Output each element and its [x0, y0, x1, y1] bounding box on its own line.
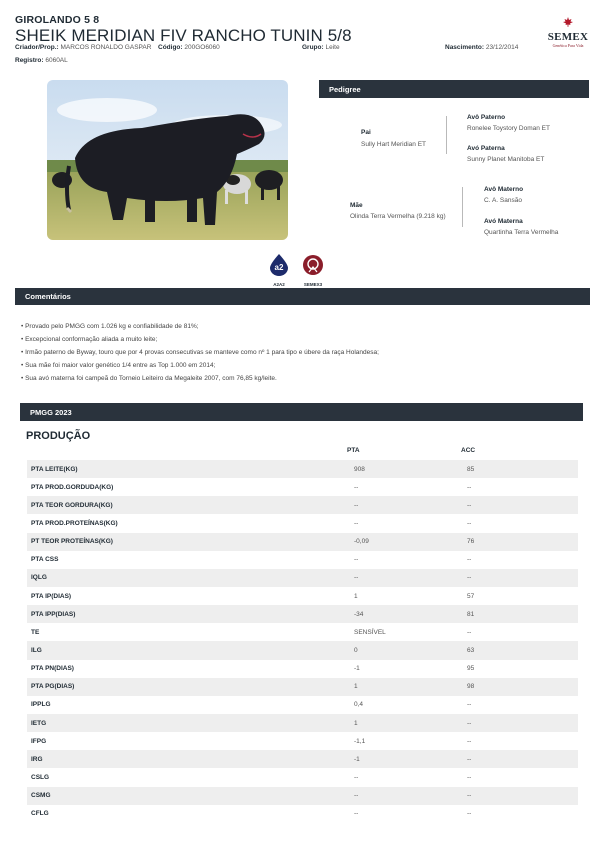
- pedigree-title: Pedigree: [329, 84, 361, 94]
- table-row: [27, 660, 578, 678]
- row-acc: 81: [467, 610, 475, 618]
- comment-item: • Sua avó materna foi campeã do Torneio Leiteiro da Megaleite 2007, com 76,85 kg/leite.: [21, 372, 581, 385]
- a2-label: A2A2: [273, 282, 285, 287]
- sire-label: Pai: [361, 129, 371, 136]
- comment-item: • Irmão paterno de Byway, touro que por 4 provas consecutivas se manteve como nº 1 para tipo e úbere da raça Holandesa;: [21, 346, 581, 359]
- row-acc: --: [467, 810, 472, 818]
- table-row: [27, 460, 578, 478]
- semex3-label: SEMEX3: [303, 282, 323, 287]
- row-acc: --: [467, 792, 472, 800]
- row-pta: --: [354, 483, 359, 491]
- row-pta: -34: [354, 610, 364, 618]
- row-acc: 57: [467, 592, 475, 600]
- row-pta: 1: [354, 683, 358, 691]
- comments-title: Comentários: [25, 292, 71, 301]
- table-row: [27, 714, 578, 732]
- table-row: [27, 533, 578, 551]
- row-acc: --: [467, 628, 472, 636]
- table-row: [27, 514, 578, 532]
- registry-field: [15, 57, 68, 64]
- table-row: [27, 750, 578, 768]
- table-row: [27, 478, 578, 496]
- table-row: [27, 768, 578, 786]
- row-label: PTA PROD.PROTEÍNAS(KG): [31, 519, 118, 527]
- row-label: PTA IP(DIAS): [31, 592, 72, 600]
- creator-value: MARCOS RONALDO GASPAR: [60, 44, 152, 51]
- row-pta: --: [354, 501, 359, 509]
- table-row: [27, 605, 578, 623]
- creator-field: [15, 44, 151, 51]
- row-label: PT TEOR PROTEÍNAS(KG): [31, 538, 113, 546]
- row-acc: 76: [467, 538, 475, 546]
- row-pta: -1: [354, 755, 360, 763]
- row-label: PTA PROD.GORDUDA(KG): [31, 483, 114, 491]
- pedigree-connector: [446, 116, 447, 154]
- row-label: PTA IPP(DIAS): [31, 610, 76, 618]
- row-pta: --: [354, 773, 359, 781]
- table-row: [27, 678, 578, 696]
- row-pta: 0,4: [354, 701, 364, 709]
- table-row: [27, 587, 578, 605]
- pat-grandsire-value: Ronelee Toystory Doman ET: [467, 125, 550, 132]
- row-acc: --: [467, 701, 472, 709]
- a2-badge: [268, 254, 290, 287]
- comment-item: • Sua mãe foi maior valor genético 1/4 entre as Top 1.000 em 2014;: [21, 359, 581, 372]
- table-row: [27, 805, 578, 823]
- group-value: Leite: [325, 44, 340, 51]
- pedigree-connector: [462, 187, 463, 227]
- row-acc: --: [467, 773, 472, 781]
- table-row: [27, 623, 578, 641]
- table-row: [27, 569, 578, 587]
- pedigree-bar: [319, 80, 589, 98]
- production-table: [27, 460, 578, 823]
- row-pta: -1,1: [354, 737, 366, 745]
- table-row: [27, 732, 578, 750]
- row-pta: --: [354, 519, 359, 527]
- row-label: PTA PN(DIAS): [31, 665, 74, 673]
- dam-label: Mãe: [350, 202, 363, 209]
- row-pta: SENSÍVEL: [354, 628, 386, 636]
- production-title: PRODUÇÃO: [26, 430, 91, 442]
- row-pta: --: [354, 574, 359, 582]
- code-value: 200GO6060: [184, 44, 220, 51]
- pmgg-bar: [20, 403, 583, 421]
- code-label: Código:: [158, 44, 183, 51]
- row-label: IQLG: [31, 574, 47, 582]
- row-label: ILG: [31, 646, 42, 654]
- header: [15, 14, 590, 45]
- row-pta: 1: [354, 719, 358, 727]
- comments-list: [21, 320, 581, 385]
- row-acc: --: [467, 556, 472, 564]
- mat-grandsire-label: Avô Materno: [484, 186, 524, 193]
- logo-tagline: Genética Para Vida: [552, 43, 584, 48]
- semex3-badge: [302, 254, 324, 287]
- bull-name: SHEIK MERIDIAN FIV RANCHO TUNIN 5/8: [15, 26, 352, 45]
- col-header-acc: ACC: [461, 447, 476, 454]
- row-label: TE: [31, 628, 40, 636]
- row-acc: 98: [467, 683, 475, 691]
- row-label: PTA LEITE(KG): [31, 465, 78, 473]
- row-acc: --: [467, 755, 472, 763]
- pat-granddam-label: Avó Paterna: [467, 145, 505, 152]
- pmgg-title: PMGG 2023: [30, 407, 72, 417]
- birth-field: [445, 44, 518, 51]
- row-acc: 63: [467, 646, 475, 654]
- code-field: [158, 44, 220, 51]
- row-acc: --: [467, 483, 472, 491]
- breed-title: GIROLANDO 5 8: [15, 14, 100, 26]
- row-acc: --: [467, 519, 472, 527]
- table-row: [27, 787, 578, 805]
- row-label: PTA CSS: [31, 556, 59, 564]
- semex3-seal-icon: [302, 254, 324, 276]
- row-acc: 85: [467, 465, 475, 473]
- badge-group: [268, 254, 328, 287]
- registry-label: Registro:: [15, 57, 44, 64]
- pat-grandsire-label: Avô Paterno: [467, 114, 506, 121]
- col-header-pta: PTA: [347, 447, 360, 454]
- mat-granddam-label: Avó Materna: [484, 218, 523, 225]
- row-label: IETG: [31, 719, 47, 727]
- row-acc: --: [467, 501, 472, 509]
- dam-value: Olinda Terra Vermelha (9.218 kg): [350, 213, 446, 220]
- semex-logo: [544, 14, 592, 46]
- row-label: CFLG: [31, 810, 49, 818]
- row-pta: --: [354, 792, 359, 800]
- table-row: [27, 641, 578, 659]
- row-pta: --: [354, 810, 359, 818]
- row-pta: -1: [354, 665, 360, 673]
- row-label: IPPLG: [31, 701, 51, 709]
- row-label: IFPG: [31, 737, 47, 745]
- logo-brand: SEMEX: [547, 31, 589, 43]
- registry-value: 6060AL: [45, 57, 68, 64]
- a2-symbol: a2: [274, 263, 284, 272]
- sire-value: Sully Hart Meridian ET: [361, 141, 427, 148]
- birth-value: 23/12/2014: [485, 44, 519, 51]
- row-label: IRG: [31, 755, 43, 763]
- mat-granddam-value: Quartinha Terra Vermelha: [484, 229, 559, 236]
- row-pta: 908: [354, 465, 365, 473]
- row-pta: -0,09: [354, 538, 369, 546]
- row-pta: --: [354, 556, 359, 564]
- table-row: [27, 496, 578, 514]
- comment-item: • Excepcional conformação aliada a muito leite;: [21, 333, 581, 346]
- mat-grandsire-value: C. A. Sansão: [484, 197, 522, 204]
- group-field: [302, 44, 340, 51]
- creator-label: Criador/Prop.:: [15, 44, 59, 51]
- a2-drop-icon: [268, 254, 290, 276]
- row-acc: --: [467, 574, 472, 582]
- birth-label: Nascimento:: [445, 44, 485, 51]
- comment-item: • Provado pelo PMGG com 1.026 kg e confiabilidade de 81%;: [21, 320, 581, 333]
- row-label: PTA PG(DIAS): [31, 683, 75, 691]
- row-acc: --: [467, 737, 472, 745]
- group-label: Grupo:: [302, 44, 324, 51]
- row-acc: --: [467, 719, 472, 727]
- row-pta: 1: [354, 592, 358, 600]
- table-row: [27, 696, 578, 714]
- row-pta: 0: [354, 646, 358, 654]
- bull-photo: [47, 80, 288, 240]
- pat-granddam-value: Sunny Planet Manitoba ET: [467, 156, 545, 163]
- comments-bar: [15, 288, 590, 305]
- row-label: CSLG: [31, 773, 50, 781]
- table-row: [27, 551, 578, 569]
- maple-leaf-icon: [562, 17, 574, 27]
- row-acc: 95: [467, 665, 475, 673]
- row-label: PTA TEOR GORDURA(KG): [31, 501, 113, 509]
- row-label: CSMG: [31, 792, 51, 800]
